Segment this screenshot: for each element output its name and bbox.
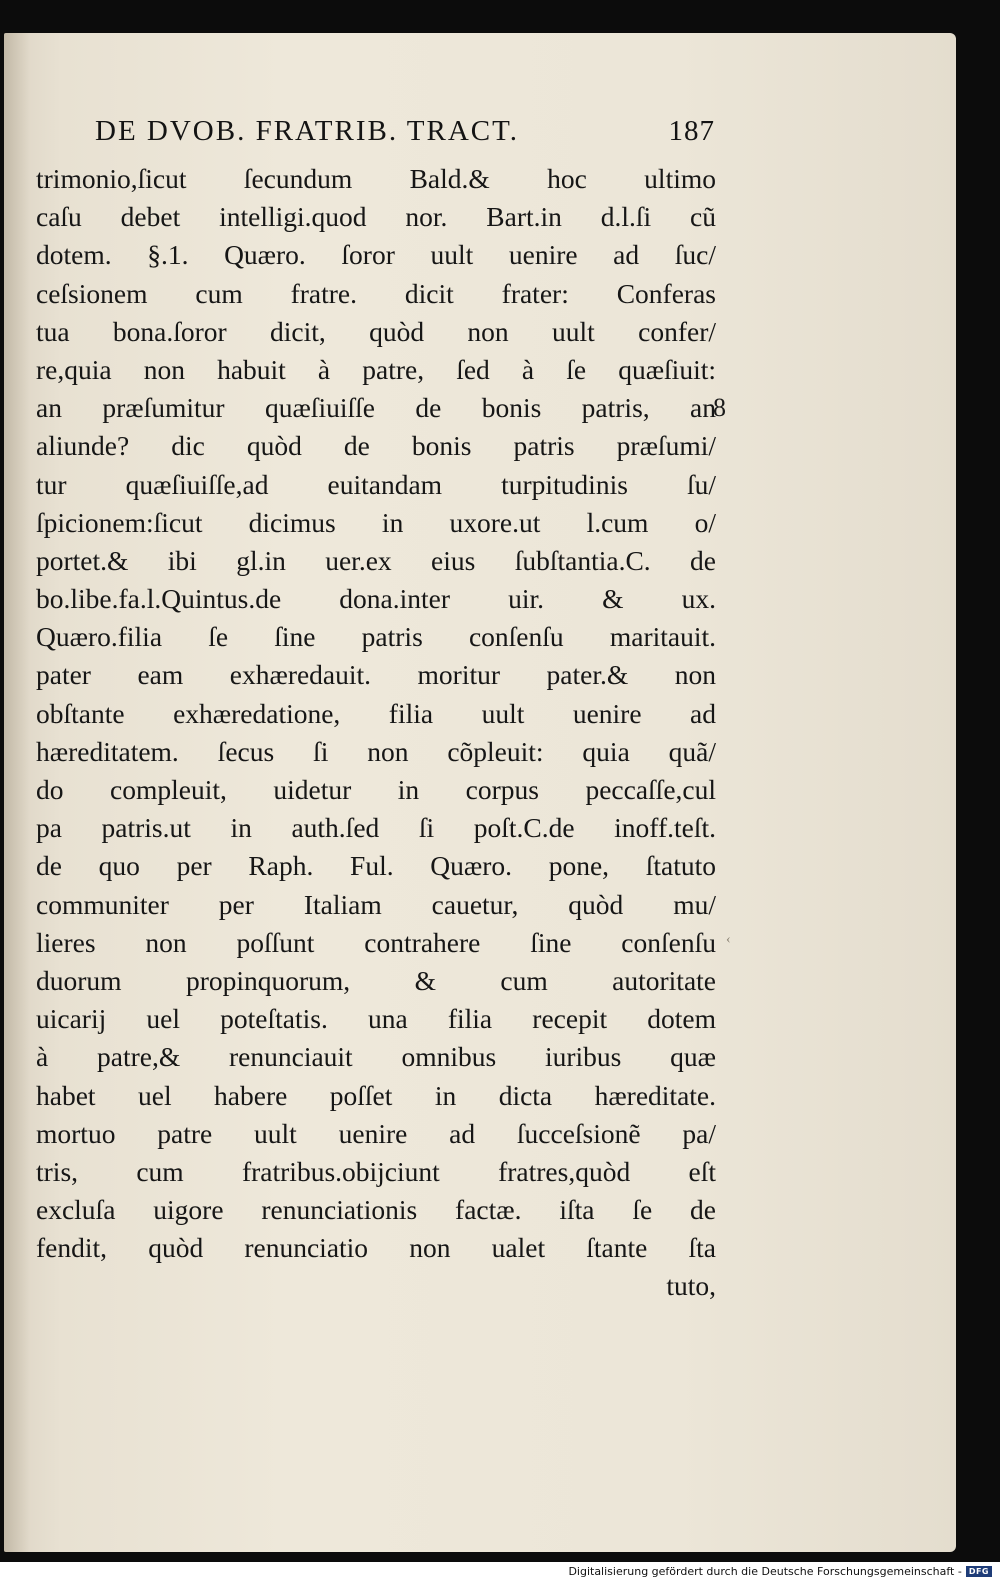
text-line: pa patris.ut in auth.ſed ſi poſt.C.de inoff.teſt. (36, 812, 716, 844)
text-line: caſu debet intelligi.quod nor. Bart.in d.l.ſi cũ (36, 201, 716, 233)
text-line: à patre,& renunciauit omnibus iuribus quæ (36, 1041, 716, 1073)
text-line: do compleuit, uidetur in corpus peccaſſe,cul (36, 774, 716, 805)
text-line: tur quæſiuiſſe,ad euitandam turpitudinis ſu/ (36, 468, 716, 500)
text-line: re,quia non habuit à patre, ſed à ſe quæſiuit: (36, 353, 716, 385)
margin-mark: ‹ (726, 932, 731, 947)
credit-text: Digitalisierung gefördert durch die Deutsche Forschungsgemeinschaft - (568, 1565, 962, 1578)
text-line: obſtante exhæredatione, filia uult uenire ad (36, 697, 716, 729)
text-line: ceſsionem cum fratre. dicit frater: Conferas (36, 277, 716, 309)
text-line: communiter per Italiam cauetur, quòd mu/ (36, 888, 716, 920)
catchword: tuto, (666, 1270, 716, 1302)
text-line: mortuo patre uult uenire ad ſucceſsionẽ pa/ (36, 1117, 716, 1149)
dfg-logo: DFG (966, 1566, 992, 1577)
text-line: pater eam exhæredauit. moritur pater.& non (36, 659, 716, 691)
marginal-number: 8 (713, 393, 726, 422)
text-line: de quo per Raph. Ful. Quæro. pone, ſtatuto (36, 850, 716, 882)
text-line: portet.& ibi gl.in uer.ex eius ſubſtantia.C. de (36, 544, 716, 576)
text-line: tua bona.ſoror dicit, quòd non uult confer/ (36, 315, 716, 347)
text-line: duorum propinquorum, & cum autoritate (36, 964, 716, 996)
folio-number: 187 (668, 115, 715, 147)
text-line: tris, cum fratribus.obijciunt fratres,quòd eſt (36, 1155, 716, 1187)
text-line: habet uel habere poſſet in dicta hæreditate. (36, 1079, 716, 1111)
text-line: fendit, quòd renunciatio non ualet ſtante ſta (36, 1232, 716, 1264)
digitization-credit (568, 1565, 992, 1578)
text-line: uicarij uel poteſtatis. una filia recepit dotem (36, 1003, 716, 1035)
running-header (95, 115, 715, 148)
text-line: trimonio,ſicut ſecundum Bald.& hoc ultimo (36, 163, 716, 194)
text-line: dotem. §.1. Quæro. ſoror uult uenire ad ſuc/ (36, 239, 716, 271)
header-title: DE DVOB. FRATRIB. TRACT. (95, 115, 519, 147)
text-line: bo.libe.fa.l.Quintus.de dona.inter uir. & ux. (36, 583, 716, 615)
text-line: aliunde? dic quòd de bonis patris præſumi/ (36, 430, 716, 462)
text-line: excluſa uigore renunciationis factæ. iſta ſe de (36, 1194, 716, 1226)
text-line: hæreditatem. ſecus ſi non cõpleuit: quia quã/ (36, 735, 716, 767)
body-text (36, 160, 716, 1306)
text-line: ſpicionem:ſicut dicimus in uxore.ut l.cum o/ (36, 506, 716, 538)
text-line: an præſumitur quæſiuiſſe de bonis patris, an (36, 392, 716, 424)
text-line: lieres non poſſunt contrahere ſine conſenſu (36, 926, 716, 958)
text-line: Quæro.filia ſe ſine patris conſenſu maritauit. (36, 621, 716, 653)
